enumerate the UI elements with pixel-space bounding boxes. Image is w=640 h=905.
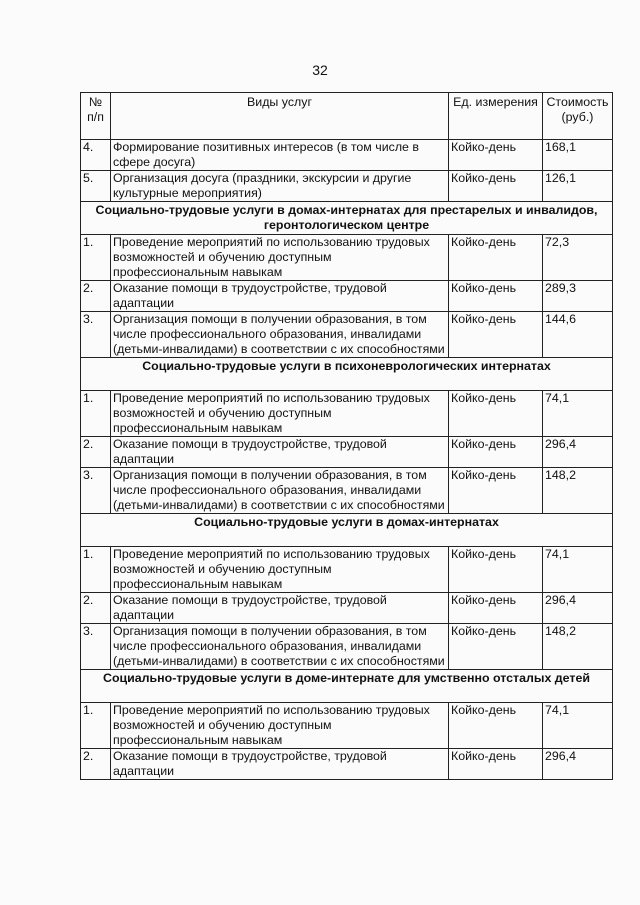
page-number: 32 xyxy=(312,62,328,78)
unit-cell: Койко-день xyxy=(449,749,543,780)
section-title: Социально-трудовые услуги в домах-интернатах для престарелых и инвалидов, геронтологическом центре xyxy=(81,202,613,235)
unit-cell: Койко-день xyxy=(449,593,543,624)
cost-cell: 296,4 xyxy=(543,593,613,624)
service-name: Проведение мероприятий по использованию трудовых возможностей и обучению доступным профессиональным навыкам xyxy=(111,703,449,749)
section-title: Социально-трудовые услуги в психоневрологических интернатах xyxy=(81,358,613,391)
table-row xyxy=(81,468,613,514)
header-name: Виды услуг xyxy=(111,93,449,140)
service-name: Организация помощи в получении образования, в том числе профессионального образования, инвалидами (детьми-инвалидами) в соответствии с их способностями xyxy=(111,624,449,670)
service-name: Оказание помощи в трудоустройстве, трудовой адаптации xyxy=(111,281,449,312)
table-row xyxy=(81,547,613,593)
unit-cell: Койко-день xyxy=(449,281,543,312)
table-row xyxy=(81,749,613,780)
unit-cell: Койко-день xyxy=(449,703,543,749)
table-row xyxy=(81,703,613,749)
section-row xyxy=(81,670,613,703)
cost-cell: 168,1 xyxy=(543,140,613,171)
cost-cell: 74,1 xyxy=(543,703,613,749)
cost-cell: 296,4 xyxy=(543,749,613,780)
row-number: 1. xyxy=(81,703,111,749)
table-row xyxy=(81,235,613,281)
service-name: Формирование позитивных интересов (в том числе в сфере досуга) xyxy=(111,140,449,171)
services-table xyxy=(80,92,613,780)
cost-cell: 296,4 xyxy=(543,437,613,468)
table-row xyxy=(81,140,613,171)
service-name: Оказание помощи в трудоустройстве, трудовой адаптации xyxy=(111,749,449,780)
section-row xyxy=(81,202,613,235)
cost-cell: 144,6 xyxy=(543,312,613,358)
cost-cell: 74,1 xyxy=(543,391,613,437)
unit-cell: Койко-день xyxy=(449,624,543,670)
row-number: 3. xyxy=(81,468,111,514)
header-num: № п/п xyxy=(81,93,111,140)
row-number: 1. xyxy=(81,235,111,281)
cost-cell: 148,2 xyxy=(543,468,613,514)
table-row xyxy=(81,391,613,437)
cost-cell: 289,3 xyxy=(543,281,613,312)
section-title: Социально-трудовые услуги в домах-интернатах xyxy=(81,514,613,547)
unit-cell: Койко-день xyxy=(449,235,543,281)
service-name: Организация помощи в получении образования, в том числе профессионального образования, инвалидами (детьми-инвалидами) в соответствии с их способностями xyxy=(111,468,449,514)
cost-cell: 74,1 xyxy=(543,547,613,593)
row-number: 1. xyxy=(81,547,111,593)
cost-cell: 148,2 xyxy=(543,624,613,670)
service-name: Оказание помощи в трудоустройстве, трудовой адаптации xyxy=(111,593,449,624)
table-row xyxy=(81,437,613,468)
row-number: 2. xyxy=(81,437,111,468)
table-row xyxy=(81,624,613,670)
table-row xyxy=(81,281,613,312)
unit-cell: Койко-день xyxy=(449,547,543,593)
service-name: Проведение мероприятий по использованию трудовых возможностей и обучению доступным профессиональным навыкам xyxy=(111,391,449,437)
header-unit: Ед. измерения xyxy=(449,93,543,140)
table-row xyxy=(81,171,613,202)
row-number: 2. xyxy=(81,281,111,312)
header-cost: Стоимость (руб.) xyxy=(543,93,613,140)
service-name: Организация досуга (праздники, экскурсии и другие культурные мероприятия) xyxy=(111,171,449,202)
row-number: 2. xyxy=(81,593,111,624)
unit-cell: Койко-день xyxy=(449,312,543,358)
table-row xyxy=(81,593,613,624)
service-name: Организация помощи в получении образования, в том числе профессионального образования, инвалидами (детьми-инвалидами) в соответствии с их способностями xyxy=(111,312,449,358)
unit-cell: Койко-день xyxy=(449,171,543,202)
section-title: Социально-трудовые услуги в доме-интернате для умственно отсталых детей xyxy=(81,670,613,703)
row-number: 5. xyxy=(81,171,111,202)
row-number: 2. xyxy=(81,749,111,780)
row-number: 3. xyxy=(81,624,111,670)
table-row xyxy=(81,312,613,358)
section-row xyxy=(81,514,613,547)
unit-cell: Койко-день xyxy=(449,140,543,171)
row-number: 3. xyxy=(81,312,111,358)
row-number: 4. xyxy=(81,140,111,171)
table-body xyxy=(81,140,613,780)
unit-cell: Койко-день xyxy=(449,468,543,514)
section-row xyxy=(81,358,613,391)
service-name: Проведение мероприятий по использованию трудовых возможностей и обучению доступным профессиональным навыкам xyxy=(111,547,449,593)
cost-cell: 72,3 xyxy=(543,235,613,281)
service-name: Оказание помощи в трудоустройстве, трудовой адаптации xyxy=(111,437,449,468)
service-name: Проведение мероприятий по использованию трудовых возможностей и обучению доступным профессиональным навыкам xyxy=(111,235,449,281)
unit-cell: Койко-день xyxy=(449,391,543,437)
row-number: 1. xyxy=(81,391,111,437)
cost-cell: 126,1 xyxy=(543,171,613,202)
table-header-row xyxy=(81,93,613,140)
unit-cell: Койко-день xyxy=(449,437,543,468)
